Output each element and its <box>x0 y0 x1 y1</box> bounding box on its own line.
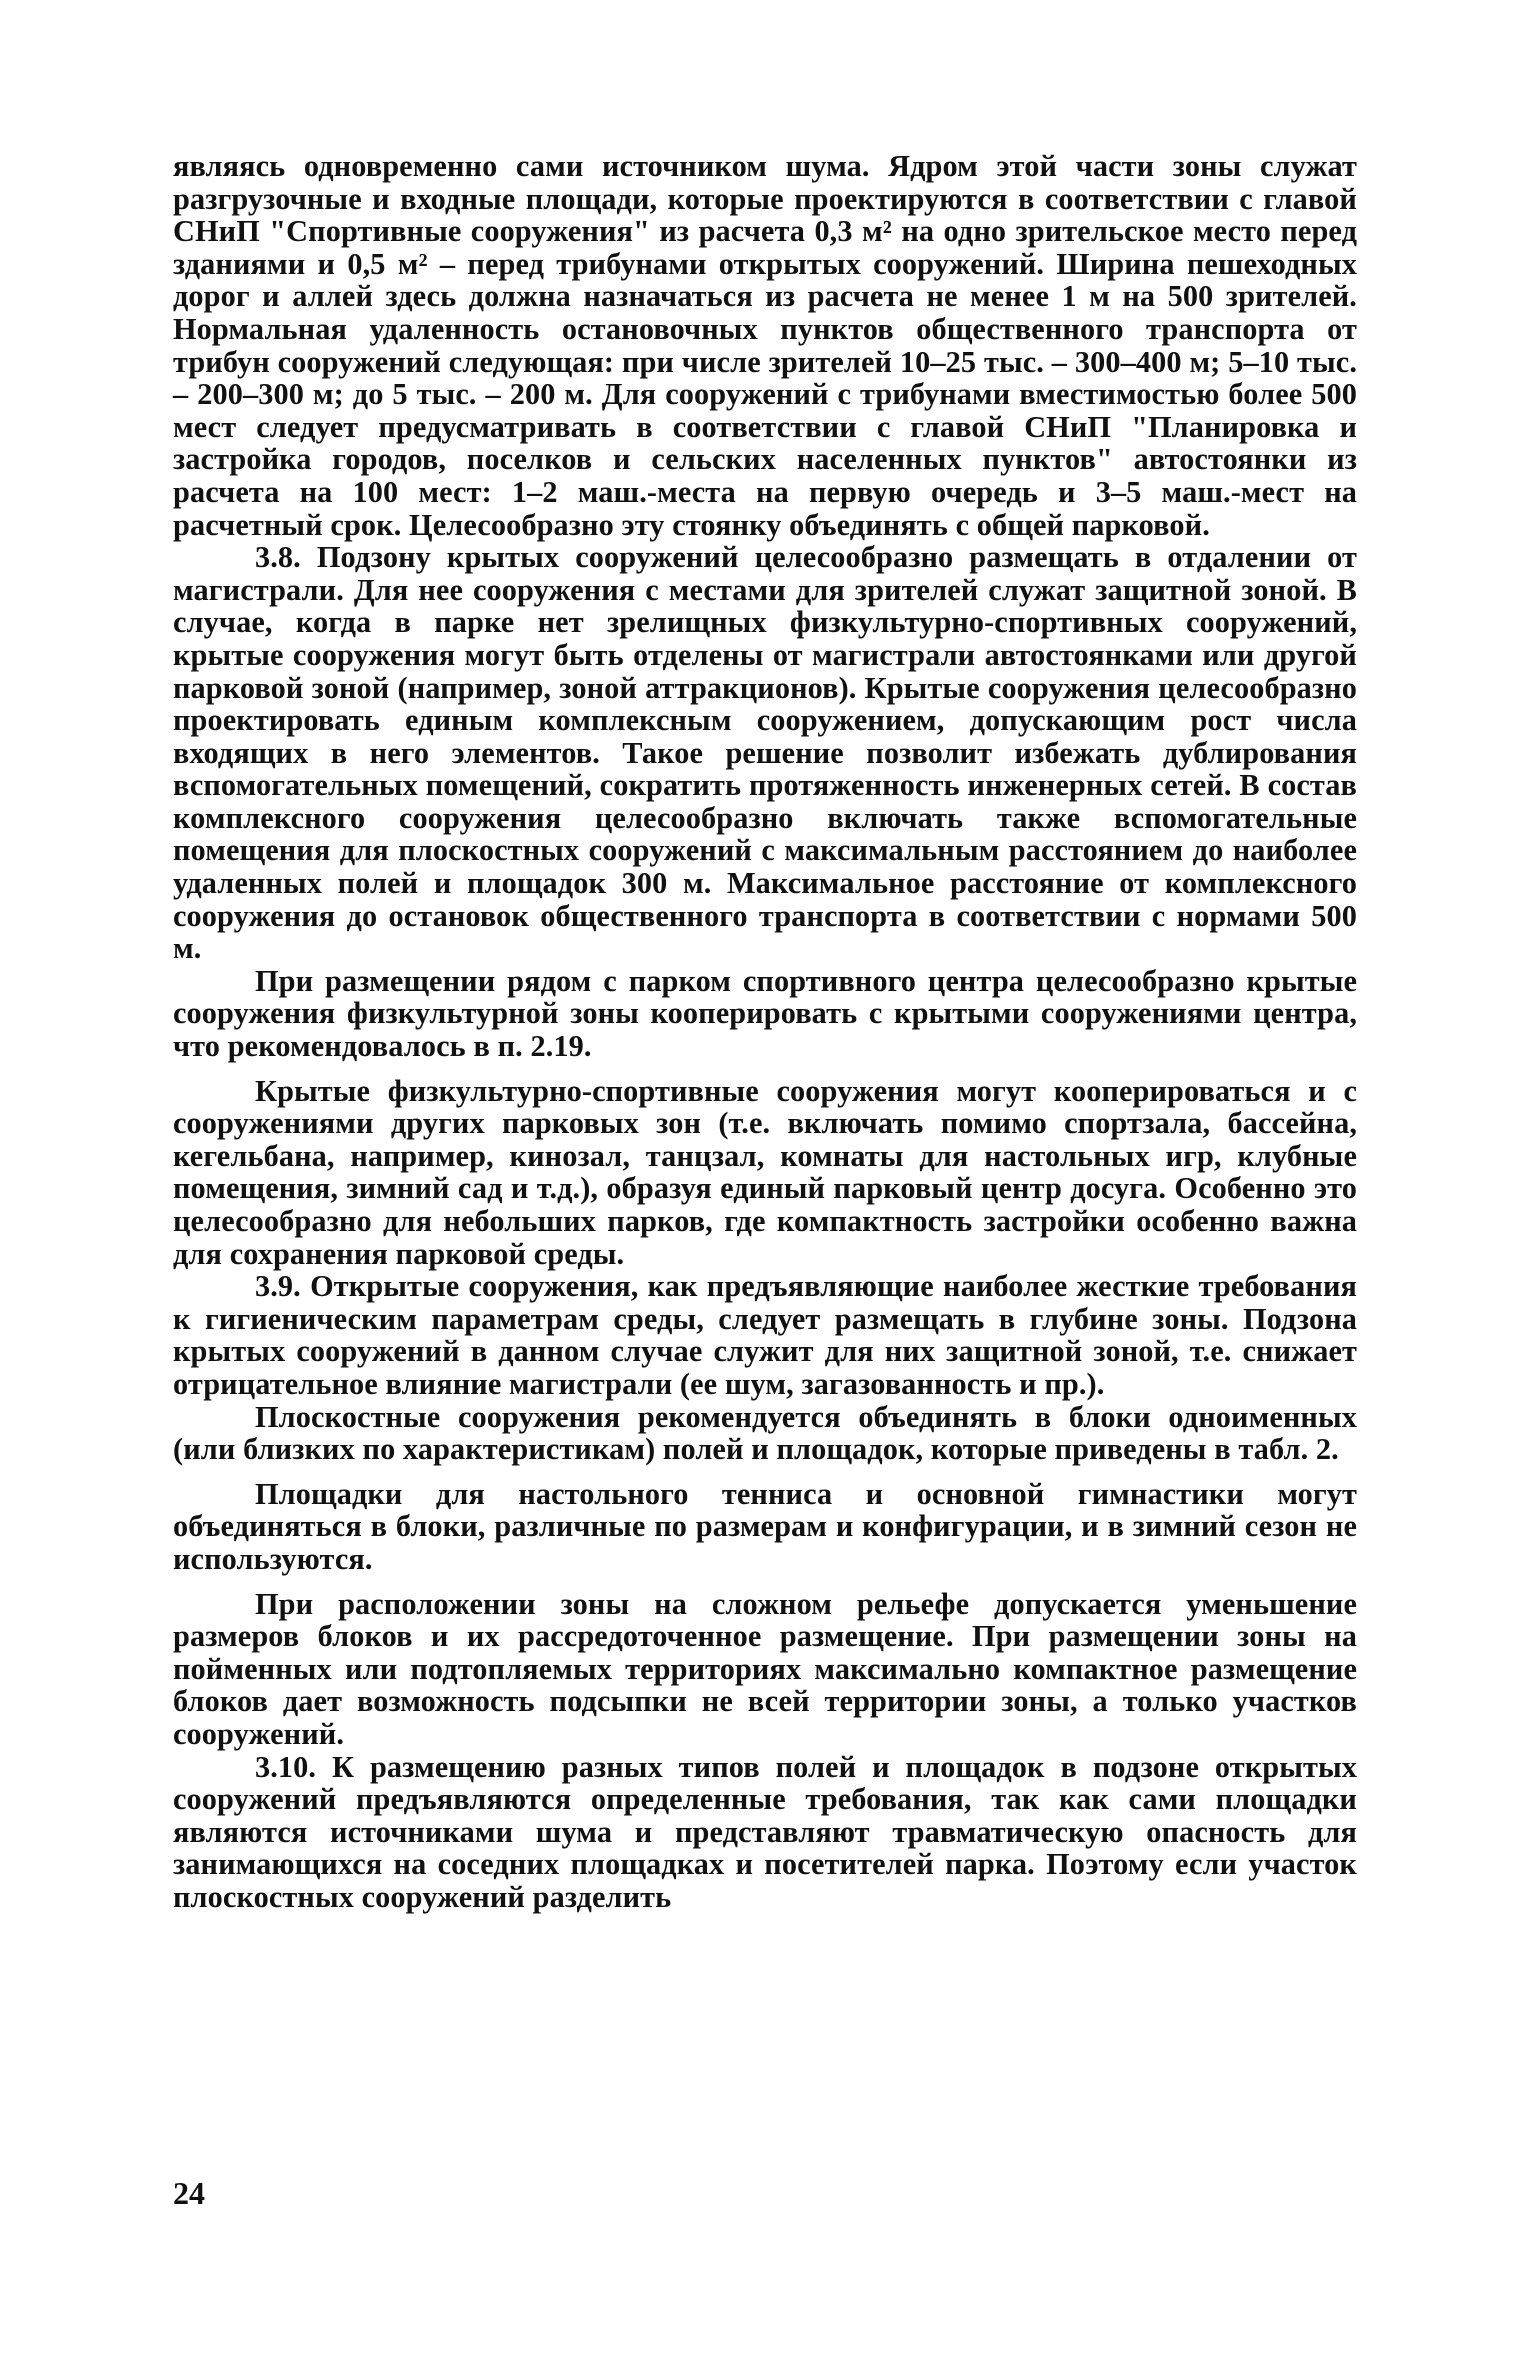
paragraph-3-9: 3.9. Открытые сооружения, как предъявляющие наиболее жесткие требования к гигиеническим параметрам среды, следует размещать в глубине зоны. Подзона крытых сооружений в данном случае служит для них защитной зоной, т.е. снижает отрицательное влияние магистрали (ее шум, загазованность и пр.). <box>173 1269 1357 1401</box>
page-body <box>173 150 1357 1913</box>
paragraph-3-8: 3.8. Подзону крытых сооружений целесообразно размещать в отдалении от магистрали. Для нее сооружения с местами для зрителей служат защитной зоной. В случае, когда в парке нет зрелищных физкультурно-спортивных сооружений, крытые сооружения могут быть отделены от магистрали автостоянками или другой парковой зоной (например, зоной аттракционов). Крытые сооружения целесообразно проектировать единым комплексным сооружением, допускающим рост числа входящих в него элементов. Такое решение позволит избежать дублирования вспомогательных помещений, сократить протяженность инженерных сетей. В состав комплексного сооружения целесообразно включать также вспомогательные помещения для плоскостных сооружений с максимальным расстоянием до наиболее удаленных полей и площадок 300 м. Максимальное расстояние от комплексного сооружения до остановок общественного транспорта в соответствии с нормами 500 м. <box>173 540 1357 966</box>
paragraph-table-tennis: Площадки для настольного тенниса и основной гимнастики могут объединяться в блоки, различные по размерам и конфигурации, и в зимний сезон не используются. <box>173 1476 1357 1576</box>
paragraph-sports-center: При размещении рядом с парком спортивного центра целесообразно крытые сооружения физкультурной зоны кооперировать с крытыми сооружениями центра, что рекомендовалось в п. 2.19. <box>173 963 1357 1064</box>
paragraph-flat-facilities: Плоскостные сооружения рекомендуется объединять в блоки одноименных (или близких по характеристикам) полей и площадок, которые приведены в табл. 2. <box>173 1399 1357 1467</box>
paragraph-relief: При расположении зоны на сложном рельефе допускается уменьшение размеров блоков и их рассредоточенное размещение. При размещении зоны на пойменных или подтопляемых территориях максимально компактное размещение блоков дает возможность подсыпки не всей территории зоны, а только участков сооружений. <box>173 1586 1357 1751</box>
paragraph-1: являясь одновременно сами источником шума. Ядром этой части зоны служат разгрузочные и входные площади, которые проектируются в соответствии с главой СНиП "Спортивные сооружения" из расчета 0,3 м² на одно зрительское место перед зданиями и 0,5 м² – перед трибунами открытых сооружений. Ширина пешеходных дорог и аллей здесь должна назначаться из расчета не менее 1 м на 500 зрителей. Нормальная удаленность остановочных пунктов общественного транспорта от трибун сооружений следующая: при числе зрителей 10–25 тыс. – 300–400 м; 5–10 тыс. – 200–300 м; до 5 тыс. – 200 м. Для сооружений с трибунами вместимостью более 500 мест следует предусматривать в соответствии с главой СНиП "Планировка и застройка городов, поселков и сельских населенных пунктов" автостоянки из расчета на 100 мест: 1–2 маш.-места на первую очередь и 3–5 маш.-мест на расчетный срок. Целесообразно эту стоянку объединять с общей парковой. <box>173 149 1357 542</box>
paragraph-3-10: 3.10. К размещению разных типов полей и площадок в подзоне открытых сооружений предъявляются определенные требования, так как сами площадки являются источниками шума и представляют травматическую опасность для занимающихся на соседних площадках и посетителей парка. Поэтому если участок плоскостных сооружений разделить <box>173 1749 1357 1914</box>
page-number: 24 <box>173 2175 205 2211</box>
paragraph-covered-facilities: Крытые физкультурно-спортивные сооружения могут кооперироваться и с сооружениями других парковых зон (т.е. включать помимо спортзала, бассейна, кегельбана, например, кинозал, танцзал, комнаты для настольных игр, клубные помещения, зимний сад и т.д.), образуя единый парковый центр досуга. Особенно это целесообразно для небольших парков, где компактность застройки особенно важна для сохранения парковой среды. <box>173 1073 1357 1271</box>
